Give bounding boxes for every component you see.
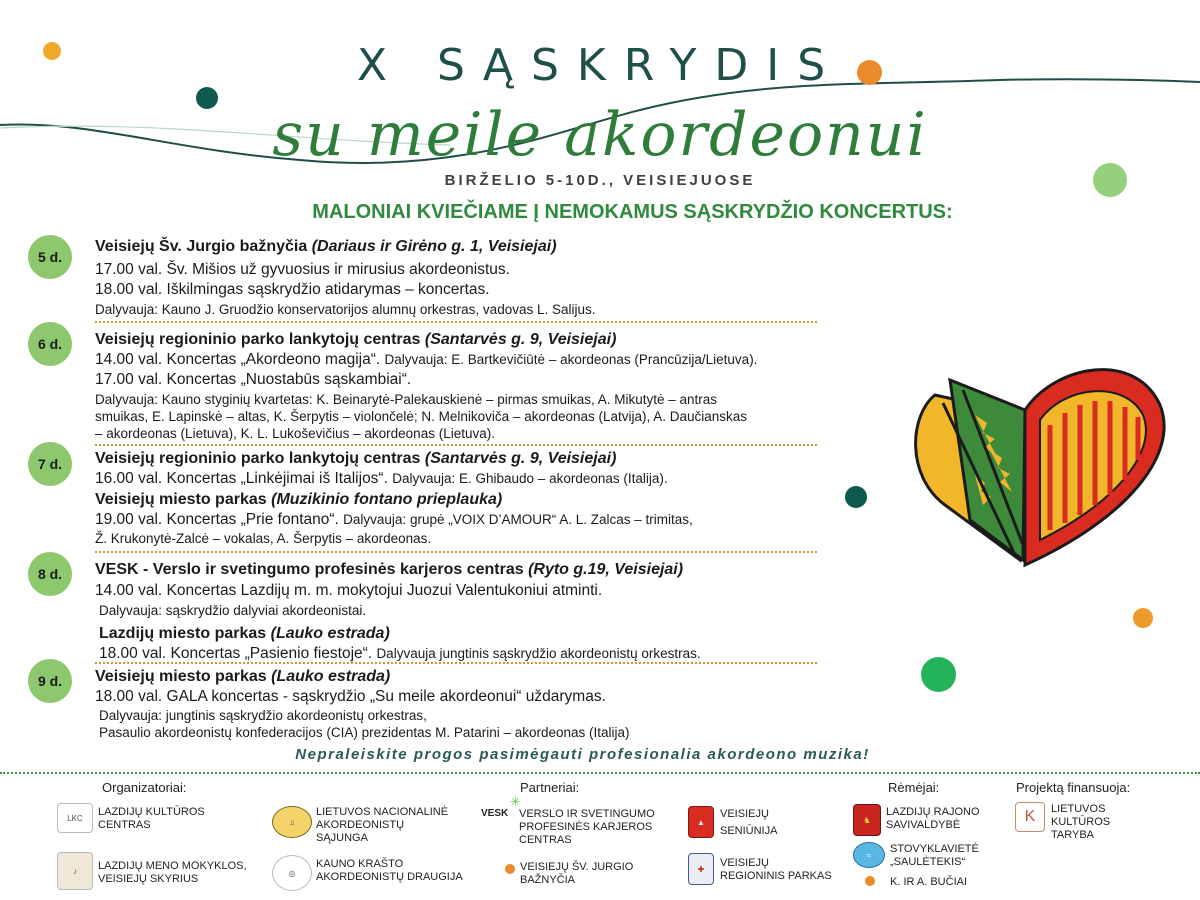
decor-dot-green xyxy=(921,657,956,692)
participants: Dalyvauja: jungtinis sąskrydžio akordeonistų orkestras, xyxy=(99,708,427,723)
event-line: 14.00 val. Koncertas „Akordeono magija“. Dalyvauja: E. Bartkevičiūtė – akordeonas (Prancūzija/Lietuva). xyxy=(95,351,758,368)
funding-heading: Projektą finansuoja: xyxy=(1016,780,1131,795)
veisiejai-shield-icon: ▲ xyxy=(688,806,714,838)
lazdijai-shield-icon: ♞ xyxy=(853,804,881,836)
page-subtitle: su meile akordeonui xyxy=(272,100,928,170)
day-badge: 7 d. xyxy=(28,442,72,486)
venue-name: Veisiejų regioninio parko lankytojų centras (Santarvės g. 9, Veisiejai) xyxy=(95,450,617,467)
org-label: KAUNO KRAŠTO AKORDEONISTŲ DRAUGIJA xyxy=(316,858,463,883)
org-label: LAZDIJŲ KULTŪROS CENTRAS xyxy=(98,806,205,831)
participants: Dalyvauja: sąskrydžio dalyviai akordeonistai. xyxy=(99,603,367,618)
star-icon: ✳ xyxy=(510,794,521,809)
venue-name: VESK - Verslo ir svetingumo profesinės karjeros centras (Ryto g.19, Veisiejai) xyxy=(95,561,684,578)
venue-name: Veisiejų miesto parkas (Lauko estrada) xyxy=(95,668,391,685)
invite-heading: MALONIAI KVIEČIAME Į NEMOKAMUS SĄSKRYDŽIO KONCERTUS: xyxy=(312,201,953,223)
day-separator xyxy=(95,321,817,323)
day-badge: 6 d. xyxy=(28,322,72,366)
funding-label: LIETUVOS KULTŪROS TARYBA xyxy=(1051,803,1111,841)
decor-dot-orange xyxy=(1133,608,1153,628)
day-block xyxy=(95,448,875,547)
venue-name: Veisiejų Šv. Jurgio bažnyčia (Dariaus ir Girėno g. 1, Veisiejai) xyxy=(95,238,557,255)
day-separator xyxy=(95,662,817,664)
event-line: 18.00 val. Koncertas „Pasienio fiestoje“. Dalyvauja jungtinis sąskrydžio akordeonistų orkestras. xyxy=(99,645,701,662)
day-block xyxy=(95,559,875,664)
event-line: 19.00 val. Koncertas „Prie fontano“. Dalyvauja: grupė „VOIX D’AMOUR“ A. L. Zalcas – trimitas, xyxy=(95,511,693,528)
organizers-heading: Organizatoriai: xyxy=(102,780,187,795)
venue-name: Lazdijų miesto parkas (Lauko estrada) xyxy=(99,625,390,642)
participants: Pasaulio akordeonistų konfederacijos (CIA) prezidentas M. Patarini – akordeonas (Italija) xyxy=(99,725,630,740)
event-line: 18.00 val. GALA koncertas - sąskrydžio „Su meile akordeonui“ uždarymas. xyxy=(95,688,606,705)
event-line: 14.00 val. Koncertas Lazdijų m. m. mokytojui Juozui Valentukoniui atminti. xyxy=(95,582,603,599)
day-badge: 9 d. xyxy=(28,659,72,703)
day-badge: 5 d. xyxy=(28,235,72,279)
org-label: LAZDIJŲ MENO MOKYKLOS, VEISIEJŲ SKYRIUS xyxy=(98,860,247,885)
event-line: 16.00 val. Koncertas „Linkėjimai iš Italijos“. Dalyvauja: E. Ghibaudo – akordeonas (Italija). xyxy=(95,470,668,487)
participants: – akordeonas (Lietuva), K. L. Lukoševičius – akordeonas (Lietuva). xyxy=(95,426,495,441)
page-title: X SĄSKRYDIS xyxy=(356,40,844,91)
day-block xyxy=(95,329,875,442)
culture-council-logo: K xyxy=(1015,802,1045,832)
day-separator xyxy=(95,444,817,446)
participants: Ž. Krukonytė-Zalcė – vokalas, A. Šerpytis – akordeonas. xyxy=(95,531,432,546)
participants: Dalyvauja: Kauno styginių kvartetas: K. Beinarytė-Palekauskienė – pirmas smuikas, A. Mikutytė – antras xyxy=(95,392,718,407)
partner-label: VEISIEJŲ REGIONINIS PARKAS xyxy=(720,857,832,882)
accordion-union-logo: ♫ xyxy=(272,806,312,838)
footer-separator xyxy=(0,772,1200,774)
day-block xyxy=(95,666,875,741)
event-line: 18.00 val. Iškilmingas sąskrydžio atidarymas – koncertas. xyxy=(95,281,490,298)
event-line: 17.00 val. Šv. Mišios už gyvuosius ir mirusius akordeonistus. xyxy=(95,261,510,278)
regional-park-shield-icon: ✚ xyxy=(688,853,714,885)
lazdiju-kulturos-centras-logo: LKC xyxy=(57,803,93,833)
accordion-heart-illustration xyxy=(905,355,1175,570)
day-separator xyxy=(95,551,817,553)
partner-label: VEISIEJŲ SENIŪNIJA xyxy=(720,808,778,837)
event-line: 17.00 val. Koncertas „Nuostabūs sąskambiai“. xyxy=(95,371,412,388)
bullet-dot xyxy=(865,876,875,886)
vesk-logo: VESK xyxy=(481,808,509,819)
org-label: LIETUVOS NACIONALINĖ AKORDEONISTŲ SĄJUNGA xyxy=(316,806,449,844)
day-block xyxy=(95,236,875,318)
day-badge: 8 d. xyxy=(28,552,72,596)
partner-label: VEISIEJŲ ŠV. JURGIO BAŽNYČIA xyxy=(520,861,634,886)
art-school-logo: ♪ xyxy=(57,852,93,890)
participants: Dalyvauja: Kauno J. Gruodžio konservatorijos alumnų orkestras, vadovas L. Salijus. xyxy=(95,302,596,317)
sponsor-label: STOVYKLAVIETĖ „SAULĖTEKIS“ xyxy=(890,843,979,868)
kaunas-accordion-society-logo: ◎ xyxy=(272,855,312,891)
sponsor-label: K. IR A. BUČIAI xyxy=(890,876,968,888)
sauletekis-logo: ≈ xyxy=(853,842,885,868)
partner-label: VERSLO IR SVETINGUMO PROFESINĖS KARJEROS CENTRAS xyxy=(519,808,655,846)
event-dates: BIRŽELIO 5-10D., VEISIEJUOSE xyxy=(444,172,756,189)
sponsors-heading: Rėmėjai: xyxy=(888,780,940,795)
tagline: Nepraleiskite progos pasimėgauti profesionalia akordeono muzika! xyxy=(295,746,870,763)
sponsor-label: LAZDIJŲ RAJONO SAVIVALDYBĖ xyxy=(886,806,980,831)
participants: smuikas, E. Lapinskė – altas, K. Šerpytis – violončelė; N. Melnikoviča – akordeonas (Latvija), A. Daučianskas xyxy=(95,409,748,424)
bullet-dot xyxy=(505,864,515,874)
partners-heading: Partneriai: xyxy=(520,780,580,795)
venue-name: Veisiejų miesto parkas (Muzikinio fontano prieplauka) xyxy=(95,491,503,508)
venue-name: Veisiejų regioninio parko lankytojų centras (Santarvės g. 9, Veisiejai) xyxy=(95,331,617,348)
